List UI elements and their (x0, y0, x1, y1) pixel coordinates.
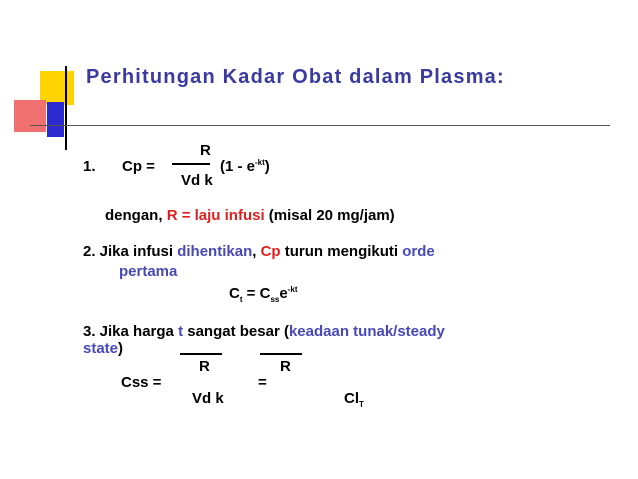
dengan-prefix: dengan, (105, 207, 163, 224)
item2-eq-c-sub: t (239, 295, 243, 304)
item2-word-pertama: pertama (119, 263, 178, 280)
item1-numerator: R (200, 142, 211, 159)
item3-word-keadaan: keadaan tunak/steady (288, 323, 445, 340)
item3-line2 (83, 340, 123, 357)
deco-pink-square (14, 100, 46, 132)
item3-line (83, 323, 445, 340)
item3-text-b: sangat besar ( (187, 323, 289, 340)
item3-frac2-numerator: R (280, 358, 291, 375)
item3-frac2-den-cl: Cl (344, 390, 359, 407)
item2-word-cp: Cp (260, 243, 281, 260)
item1-denominator: Vd k (181, 172, 213, 189)
item3-word-t: t (178, 323, 184, 340)
item3-frac1-numerator: R (199, 358, 210, 375)
item2-eq-mid: = C (242, 285, 271, 302)
item3-frac2-top-bar (260, 353, 302, 355)
item3-css-label: Css = (121, 374, 162, 391)
item1-number: 1. (83, 158, 96, 175)
item2-eq-e: e (279, 285, 288, 302)
dengan-line (105, 207, 395, 224)
item3-word-state: state (83, 340, 119, 357)
item2-eq-exponent: -kt (287, 285, 298, 294)
deco-vertical-rule (65, 66, 67, 150)
item2-word-dihentikan: dihentikan (177, 243, 253, 260)
item3-frac2-den-sub: T (359, 400, 364, 409)
item1-lhs: Cp = (122, 158, 155, 175)
item2-eq-c2-sub: ss (270, 295, 280, 304)
deco-navy-square (47, 102, 64, 137)
item2-text-a: 2. Jika infusi (83, 243, 174, 260)
item2-word-orde: orde (402, 243, 435, 260)
title-underline (30, 125, 610, 126)
item3-close-paren: ) (118, 340, 124, 357)
item1-fraction-bar (172, 163, 210, 165)
item1-factor-open: (1 - e (220, 158, 256, 175)
item3-equals2: = (258, 374, 267, 391)
item3-frac1-denominator: Vd k (192, 390, 224, 407)
item2-text-b: turun mengikuti (284, 243, 399, 260)
dengan-suffix: (misal 20 mg/jam) (268, 207, 395, 224)
slide-title: Perhitungan Kadar Obat dalam Plasma: (86, 66, 505, 88)
item1-factor-close: ) (264, 158, 270, 175)
item3-frac2-denominator (344, 390, 364, 409)
dengan-r-definition: R = laju infusi (166, 207, 265, 224)
item2-line (83, 243, 435, 260)
item3-text-a: 3. Jika harga (83, 323, 174, 340)
item2-equation (229, 285, 297, 304)
item2-comma: , (252, 243, 257, 260)
item1-factor (220, 158, 270, 175)
item1-factor-exponent: -kt (255, 158, 265, 167)
item3-frac1-top-bar (180, 353, 222, 355)
item2-eq-c: C (229, 285, 240, 302)
